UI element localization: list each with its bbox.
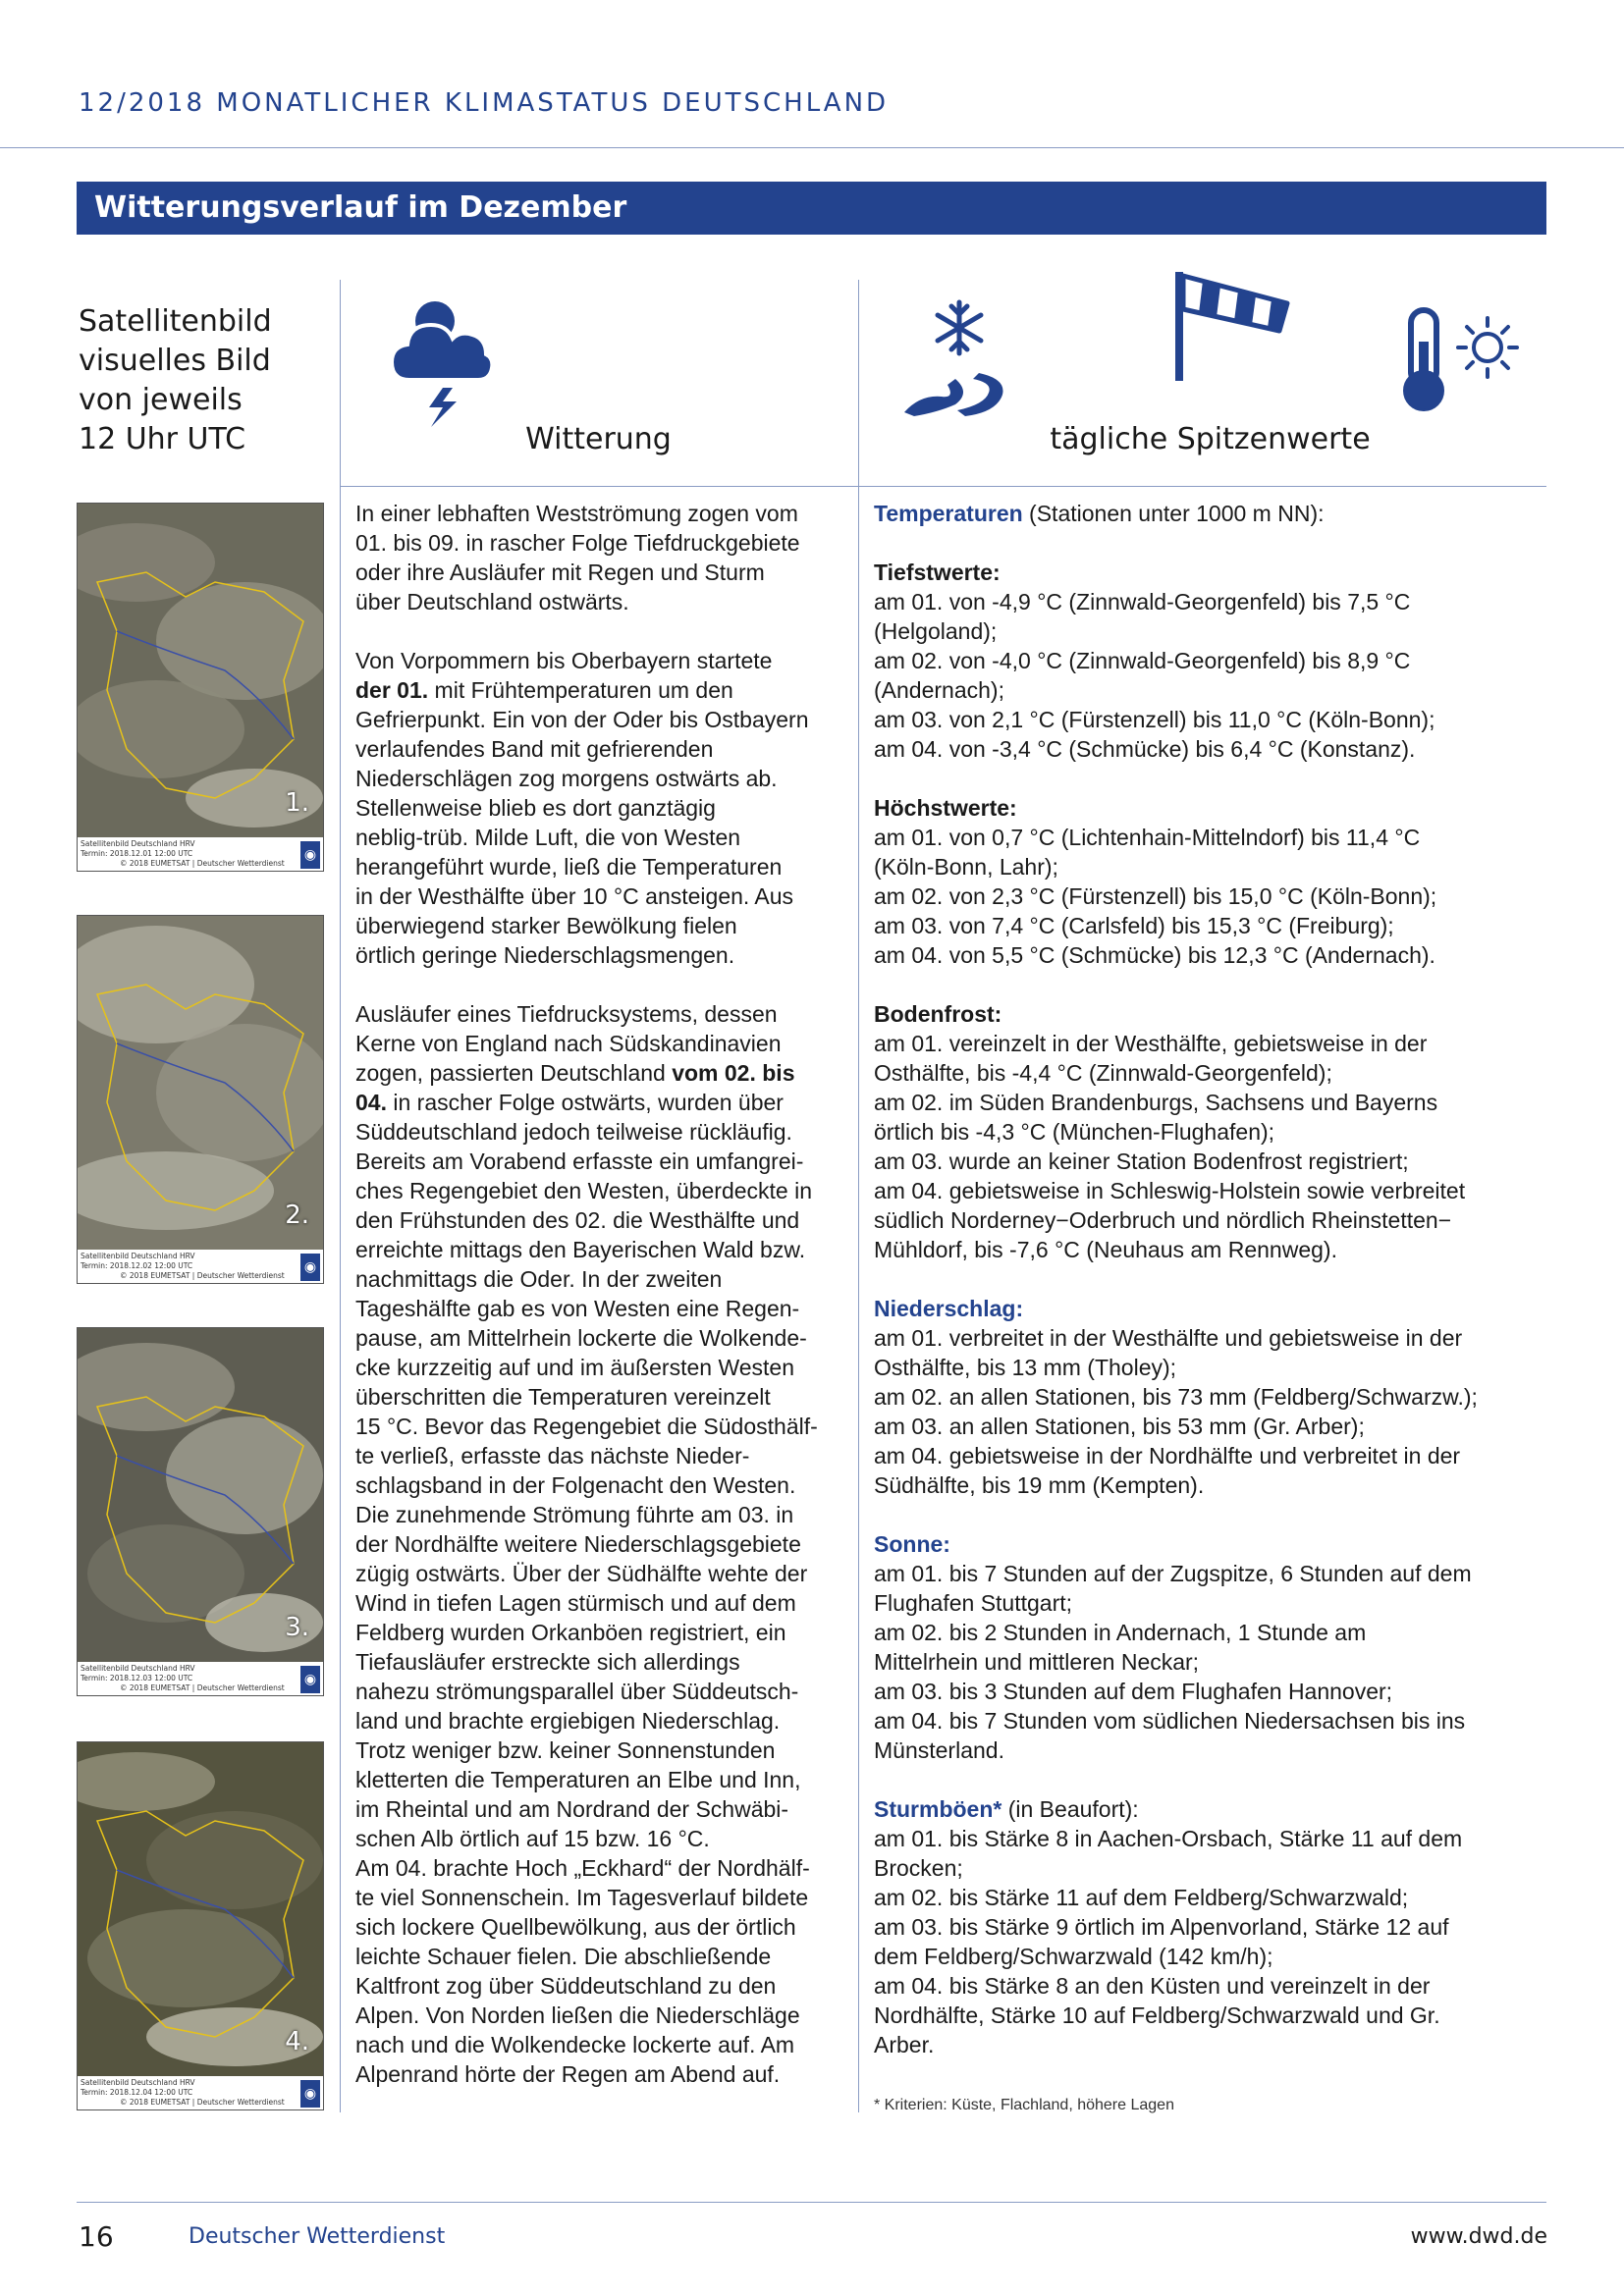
text-line: leichte Schauer fielen. Die abschließende	[355, 1944, 772, 1969]
text-line: überwiegend starker Bewölkung fielen	[355, 913, 737, 938]
text-line: Kaltfront zog über Süddeutschland zu den	[355, 1973, 777, 1999]
satellite-foot-line: © 2018 EUMETSAT | Deutscher Wetterdienst	[120, 859, 285, 868]
text-line: am 01. von -4,9 °C (Zinnwald-Georgenfeld) bis 7,5 °C	[874, 589, 1411, 614]
text-line: Mühldorf, bis -7,6 °C (Neuhaus am Rennweg).	[874, 1237, 1337, 1262]
page-number: 16	[79, 2220, 114, 2253]
text-line: Mittelrhein und mittleren Neckar;	[874, 1649, 1200, 1675]
text-line: Ausläufer eines Tiefdrucksystems, dessen	[355, 1001, 778, 1027]
weather-paragraph-3	[355, 999, 856, 2089]
satellite-foot-line: Satellitenbild Deutschland HRV	[81, 839, 195, 848]
text-line: Die zunehmende Strömung führte am 03. in	[355, 1502, 794, 1527]
text-line: neblig-trüb. Milde Luft, die von Westen	[355, 825, 741, 850]
text-line: 01. bis 09. in rascher Folge Tiefdruckgebiete	[355, 530, 800, 556]
satellite-image-footer	[78, 2076, 323, 2110]
weather-paragraph-1	[355, 499, 856, 616]
satellite-image-2	[77, 915, 324, 1284]
text-line: in der Westhälfte über 10 °C ansteigen. Aus	[355, 883, 794, 909]
text-line: am 04. bis Stärke 8 an den Küsten und vereinzelt in der	[874, 1973, 1431, 1999]
text-line: am 02. von 2,3 °C (Fürstenzell) bis 15,0 °C (Köln-Bonn);	[874, 883, 1437, 909]
footer-organization: Deutscher Wetterdienst	[189, 2224, 446, 2249]
footer-url-link[interactable]: www.dwd.de	[1410, 2224, 1547, 2249]
text-line	[355, 1088, 856, 1117]
peaks-heading: tägliche Spitzenwerte	[1050, 422, 1371, 456]
text-line: Alpen. Von Norden ließen die Niederschläge	[355, 2002, 800, 2028]
text-line: nahezu strömungsparallel über Süddeutsch-	[355, 1679, 799, 1704]
text-line: Stellenweise blieb es dort ganztägig	[355, 795, 716, 821]
daily-peaks	[874, 499, 1551, 2089]
text-line: am 03. bis 3 Stunden auf dem Flughafen Hannover;	[874, 1679, 1393, 1704]
dwd-logo-icon: ◉	[300, 841, 320, 869]
text-line: Osthälfte, bis -4,4 °C (Zinnwald-Georgenfeld);	[874, 1060, 1332, 1086]
text-line: schlagsband in der Folgenacht den Westen.	[355, 1472, 796, 1498]
text-line: Kerne von England nach Südskandinavien	[355, 1031, 782, 1056]
text-line: Gefrierpunkt. Ein von der Oder bis Ostbayern	[355, 707, 809, 732]
thermometer-sun-icon	[1399, 306, 1527, 416]
satellite-map	[78, 1328, 323, 1662]
dwd-logo-icon: ◉	[300, 1254, 320, 1281]
text-line: am 02. bis Stärke 11 auf dem Feldberg/Schwarzwald;	[874, 1885, 1409, 1910]
gusts-heading: Sturmböen*	[874, 1796, 1002, 1822]
text-line: (Helgoland);	[874, 618, 998, 644]
text-line: der Nordhälfte weitere Niederschlagsgebiete	[355, 1531, 801, 1557]
text-line: am 04. von 5,5 °C (Schmücke) bis 12,3 °C (Andernach).	[874, 942, 1435, 968]
satellite-caption-line: von jeweils	[79, 383, 243, 417]
satellite-foot-line: © 2018 EUMETSAT | Deutscher Wetterdienst	[120, 1683, 285, 1692]
text-line: Wind in tiefen Lagen stürmisch und auf dem	[355, 1590, 796, 1616]
satellite-image-number: 4.	[285, 2027, 309, 2056]
text-fragment: in rascher Folge ostwärts, wurden über	[386, 1090, 784, 1115]
header-divider	[0, 147, 1624, 148]
satellite-image-number: 2.	[285, 1201, 309, 1230]
text-line: am 02. von -4,0 °C (Zinnwald-Georgenfeld) bis 8,9 °C	[874, 648, 1411, 673]
text-line: am 03. bis Stärke 9 örtlich im Alpenvorland, Stärke 12 auf	[874, 1914, 1449, 1940]
text-line: am 01. vereinzelt in der Westhälfte, gebietsweise in der	[874, 1031, 1428, 1056]
satellite-image-footer	[78, 1662, 323, 1696]
text-line: ches Regengebiet den Westen, überdeckte in	[355, 1178, 812, 1203]
text-line: dem Feldberg/Schwarzwald (142 km/h);	[874, 1944, 1273, 1969]
text-line: Arber.	[874, 2032, 935, 2057]
text-line: oder ihre Ausläufer mit Regen und Sturm	[355, 560, 765, 585]
satellite-foot-line: © 2018 EUMETSAT | Deutscher Wetterdienst	[120, 2098, 285, 2107]
sunshine-block	[874, 1529, 1551, 1765]
text-line: Südhälfte, bis 19 mm (Kempten).	[874, 1472, 1205, 1498]
text-line: am 03. an allen Stationen, bis 53 mm (Gr. Arber);	[874, 1414, 1365, 1439]
gusts-note: (in Beaufort):	[1001, 1796, 1139, 1822]
column-divider-right	[858, 280, 859, 2112]
temperatures-note: (Stationen unter 1000 m NN):	[1022, 501, 1325, 526]
satellite-image-4	[77, 1741, 324, 2110]
windsock-icon	[1173, 270, 1291, 383]
text-line: im Rheintal und am Nordrand der Schwäbi-	[355, 1796, 789, 1822]
satellite-map	[78, 504, 323, 837]
satellite-foot-line: Satellitenbild Deutschland HRV	[81, 1252, 195, 1260]
text-line: 15 °C. Bevor das Regengebiet die Südosthälf-	[355, 1414, 818, 1439]
satellite-foot-line: Termin: 2018.12.03 12:00 UTC	[81, 1674, 193, 1682]
satellite-image-3	[77, 1327, 324, 1696]
gusts-block	[874, 1794, 1551, 2059]
ground-frost-block	[874, 999, 1551, 1264]
text-line	[355, 675, 856, 705]
text-line: land und brachte ergiebigen Niederschlag.	[355, 1708, 781, 1734]
text-line: pause, am Mittelrhein lockerte die Wolkende-	[355, 1325, 807, 1351]
text-line: Flughafen Stuttgart;	[874, 1590, 1073, 1616]
date-highlight: der 01.	[355, 677, 429, 703]
text-line: am 04. gebietsweise in Schleswig-Holstein sowie verbreitet	[874, 1178, 1466, 1203]
ground-frost-heading: Bodenfrost:	[874, 1001, 1002, 1027]
text-line: am 03. von 7,4 °C (Carlsfeld) bis 15,3 °C (Freiburg);	[874, 913, 1394, 938]
text-line: am 04. bis 7 Stunden vom südlichen Niedersachsen bis ins	[874, 1708, 1466, 1734]
text-line: am 03. wurde an keiner Station Bodenfrost registriert;	[874, 1148, 1409, 1174]
text-line: am 02. im Süden Brandenburgs, Sachsens und Bayerns	[874, 1090, 1438, 1115]
document-header-title: 12/2018 MONATLICHER KLIMASTATUS DEUTSCHLAND	[79, 88, 890, 118]
satellite-image-number: 1.	[285, 788, 309, 818]
text-line	[874, 499, 1551, 528]
text-line: kletterten die Temperaturen an Elbe und Inn,	[355, 1767, 801, 1792]
text-line: am 04. gebietsweise in der Nordhälfte und verbreitet in der	[874, 1443, 1461, 1468]
text-line: erreichte mittags den Bayerischen Wald bzw.	[355, 1237, 806, 1262]
text-fragment: zogen, passierten Deutschland	[355, 1060, 673, 1086]
temperatures-heading: Temperaturen	[874, 501, 1023, 526]
text-line: (Andernach);	[874, 677, 1004, 703]
text-line: am 01. von 0,7 °C (Lichtenhain-Mittelndorf) bis 11,4 °C	[874, 825, 1421, 850]
text-line: Feldberg wurden Orkanböen registriert, ein	[355, 1620, 786, 1645]
satellite-caption-line: Satellitenbild	[79, 304, 272, 339]
text-line: am 01. verbreitet in der Westhälfte und gebietsweise in der	[874, 1325, 1463, 1351]
text-line: Münsterland.	[874, 1737, 1004, 1763]
footnote: * Kriterien: Küste, Flachland, höhere Lagen	[874, 2097, 1174, 2113]
satellite-map	[78, 1742, 323, 2076]
thunderstorm-cloud-icon	[388, 290, 498, 427]
text-line: den Frühstunden des 02. die Westhälfte und	[355, 1207, 800, 1233]
max-temperatures-block	[874, 793, 1551, 970]
text-line: am 04. von -3,4 °C (Schmücke) bis 6,4 °C (Konstanz).	[874, 736, 1416, 762]
satellite-image-1	[77, 503, 324, 872]
satellite-caption-line: visuelles Bild	[79, 344, 271, 378]
text-line: Trotz weniger bzw. keiner Sonnenstunden	[355, 1737, 776, 1763]
text-line: südlich Norderney−Oderbruch und nördlich Rheinstetten−	[874, 1207, 1452, 1233]
weather-paragraph-2	[355, 646, 856, 970]
text-line: zügig ostwärts. Über der Südhälfte wehte der	[355, 1561, 808, 1586]
weather-description	[355, 499, 856, 2089]
text-line: am 01. bis 7 Stunden auf der Zugspitze, 6 Stunden auf dem	[874, 1561, 1472, 1586]
satellite-foot-line: Termin: 2018.12.04 12:00 UTC	[81, 2088, 193, 2097]
snow-ice-road-icon	[898, 294, 1016, 417]
footer-divider	[77, 2202, 1546, 2203]
satellite-caption	[79, 302, 272, 459]
text-line: Am 04. brachte Hoch „Eckhard“ der Nordhälf-	[355, 1855, 810, 1881]
temperatures-block	[874, 499, 1551, 528]
heading-divider	[340, 486, 1546, 487]
satellite-image-footer	[78, 837, 323, 872]
satellite-foot-line: Satellitenbild Deutschland HRV	[81, 2078, 195, 2087]
text-line: te viel Sonnenschein. Im Tagesverlauf bildete	[355, 1885, 809, 1910]
text-line: In einer lebhaften Westströmung zogen vom	[355, 501, 798, 526]
precipitation-heading: Niederschlag:	[874, 1296, 1024, 1321]
text-line: nachmittags die Oder. In der zweiten	[355, 1266, 723, 1292]
precipitation-block	[874, 1294, 1551, 1500]
satellite-caption-line: 12 Uhr UTC	[79, 422, 246, 456]
text-line: Bereits am Vorabend erfasste ein umfangrei-	[355, 1148, 804, 1174]
max-temperatures-heading: Höchstwerte:	[874, 795, 1017, 821]
text-line	[355, 1058, 856, 1088]
dwd-logo-icon: ◉	[300, 1666, 320, 1693]
sunshine-heading: Sonne:	[874, 1531, 950, 1557]
column-divider-left	[340, 280, 341, 2112]
text-line: am 03. von 2,1 °C (Fürstenzell) bis 11,0 °C (Köln-Bonn);	[874, 707, 1435, 732]
text-line: Nordhälfte, Stärke 10 auf Feldberg/Schwarzwald und Gr.	[874, 2002, 1440, 2028]
text-line: örtlich geringe Niederschlagsmengen.	[355, 942, 735, 968]
text-line	[874, 1794, 1551, 1824]
satellite-image-footer	[78, 1250, 323, 1284]
text-line: schen Alb örtlich auf 15 bzw. 16 °C.	[355, 1826, 710, 1851]
satellite-map	[78, 916, 323, 1250]
text-line: (Köln-Bonn, Lahr);	[874, 854, 1058, 880]
satellite-foot-line: Satellitenbild Deutschland HRV	[81, 1664, 195, 1673]
date-highlight: vom 02. bis	[672, 1060, 795, 1086]
text-line: Tiefausläufer erstreckte sich allerdings	[355, 1649, 740, 1675]
text-line: Süddeutschland jedoch teilweise rückläufig.	[355, 1119, 792, 1145]
text-line: über Deutschland ostwärts.	[355, 589, 629, 614]
text-line: Brocken;	[874, 1855, 963, 1881]
satellite-image-number: 3.	[285, 1613, 309, 1642]
text-line: am 02. an allen Stationen, bis 73 mm (Feldberg/Schwarzw.);	[874, 1384, 1478, 1410]
text-line: örtlich bis -4,3 °C (München-Flughafen);	[874, 1119, 1275, 1145]
satellite-foot-line: Termin: 2018.12.01 12:00 UTC	[81, 849, 193, 858]
satellite-foot-line: © 2018 EUMETSAT | Deutscher Wetterdienst	[120, 1271, 285, 1280]
satellite-foot-line: Termin: 2018.12.02 12:00 UTC	[81, 1261, 193, 1270]
text-line: am 02. bis 2 Stunden in Andernach, 1 Stunde am	[874, 1620, 1367, 1645]
text-line: Von Vorpommern bis Oberbayern startete	[355, 648, 773, 673]
date-highlight: 04.	[355, 1090, 387, 1115]
text-line: Alpenrand hörte der Regen am Abend auf.	[355, 2061, 781, 2087]
dwd-logo-icon: ◉	[300, 2080, 320, 2108]
text-line: verlaufendes Band mit gefrierenden	[355, 736, 714, 762]
text-line: am 01. bis Stärke 8 in Aachen-Orsbach, Stärke 11 auf dem	[874, 1826, 1463, 1851]
text-line: Niederschlägen zog morgens ostwärts ab.	[355, 766, 778, 791]
text-line: überschritten die Temperaturen vereinzelt	[355, 1384, 771, 1410]
text-line: te verließ, erfasste das nächste Nieder-	[355, 1443, 750, 1468]
min-temperatures-heading: Tiefstwerte:	[874, 560, 1001, 585]
text-fragment: mit Frühtemperaturen um den	[428, 677, 733, 703]
section-title: Witterungsverlauf im Dezember	[77, 182, 1546, 235]
text-line: Tageshälfte gab es von Westen eine Regen-	[355, 1296, 800, 1321]
text-line: cke kurzzeitig auf und im äußersten Westen	[355, 1355, 795, 1380]
text-line: herangeführt wurde, ließ die Temperaturen	[355, 854, 783, 880]
weather-heading: Witterung	[525, 422, 672, 456]
min-temperatures-block	[874, 558, 1551, 764]
text-line: sich lockere Quellbewölkung, aus der örtlich	[355, 1914, 796, 1940]
text-line: nach und die Wolkendecke lockerte auf. Am	[355, 2032, 795, 2057]
text-line: Osthälfte, bis 13 mm (Tholey);	[874, 1355, 1177, 1380]
